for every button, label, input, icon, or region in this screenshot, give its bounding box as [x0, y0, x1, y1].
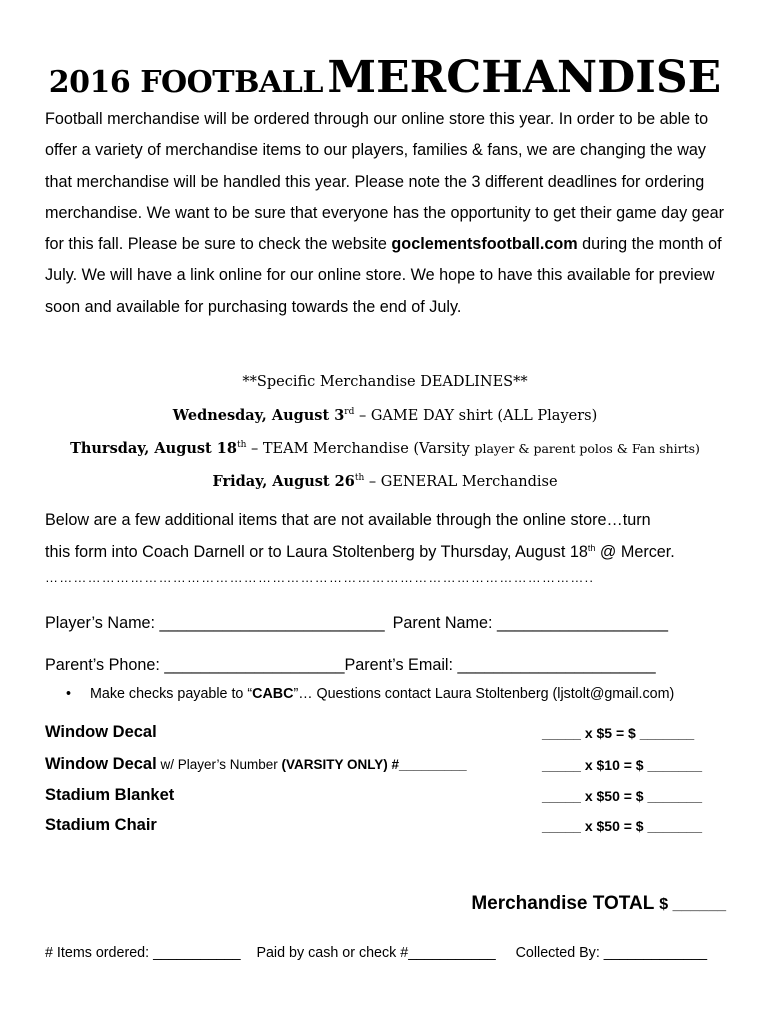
- item-quantity-price-field[interactable]: _____ x $50 = $ _______: [542, 788, 702, 804]
- parent-phone-field[interactable]: Parent’s Phone: ____________________: [45, 656, 345, 674]
- deadline-general: [0, 465, 770, 498]
- deadline-text: – GENERAL Merchandise: [364, 474, 558, 490]
- item-stadium-blanket: [45, 786, 735, 810]
- below-line-2: [45, 537, 727, 569]
- deadline-date: Wednesday, August 3: [172, 407, 345, 424]
- deadline-text-small: player & parent polos & Fan shirts): [474, 441, 700, 456]
- additional-items-paragraph: [45, 505, 727, 568]
- intro-text-2: during the month of July. We will have a link online for our online store. We hope to have this available for preview soon and available for purchasing towards the end of July.: [45, 235, 722, 316]
- page-title: [0, 52, 770, 103]
- items-ordered-field[interactable]: # Items ordered: ___________: [45, 945, 241, 961]
- parent-email-field[interactable]: Parent’s Email: ______________________: [344, 656, 656, 674]
- bullet-dot-icon: •: [66, 686, 72, 702]
- deadline-date: Friday, August 26: [212, 473, 355, 490]
- merchandise-total: [471, 893, 726, 915]
- intro-paragraph: [45, 104, 735, 323]
- parent-name-field[interactable]: Parent Name: ___________________: [392, 614, 669, 632]
- name-fields-row: [45, 614, 735, 633]
- item-name: [45, 786, 174, 805]
- total-label: Merchandise TOTAL: [471, 893, 654, 914]
- deadline-date-suffix: rd: [344, 407, 355, 417]
- item-label: Window Decal: [45, 755, 157, 773]
- dotted-divider: ……………………………………………………………………………………………………..: [45, 570, 595, 585]
- checks-payable-note: [66, 686, 674, 702]
- item-label: Window Decal: [45, 723, 157, 741]
- deadline-date-suffix: th: [354, 473, 365, 483]
- item-label: Stadium Chair: [45, 816, 157, 834]
- item-quantity-price-field[interactable]: _____ x $50 = $ _______: [542, 818, 702, 834]
- deadline-date-suffix: th: [236, 440, 247, 450]
- item-label: Stadium Blanket: [45, 786, 175, 804]
- title-year-football: 2016 FOOTBALL: [48, 65, 323, 100]
- deadlines-section: [0, 366, 770, 498]
- deadlines-heading: **Specific Merchandise DEADLINES**: [242, 374, 528, 390]
- deadline-team: [0, 432, 770, 465]
- paid-by-field[interactable]: Paid by cash or check #___________: [256, 945, 496, 961]
- title-merchandise: MERCHANDISE: [327, 52, 722, 103]
- payee-name: CABC: [252, 686, 294, 702]
- deadline-game-day: [0, 399, 770, 432]
- deadline-text: – GAME DAY shirt (ALL Players): [354, 408, 598, 424]
- deadline-date: Thursday, August 18: [70, 440, 237, 457]
- item-quantity-price-field[interactable]: _____ x $5 = $ _______: [542, 725, 695, 741]
- item-stadium-chair: [45, 816, 735, 840]
- note-text-pre: Make checks payable to “: [90, 686, 253, 702]
- item-sub-label: w/ Player’s Number: [156, 757, 282, 772]
- item-window-decal-number: [45, 755, 735, 779]
- item-name: [45, 816, 157, 835]
- total-amount-field[interactable]: $ ______: [659, 896, 726, 913]
- collected-by-field[interactable]: Collected By: _____________: [515, 945, 708, 961]
- office-use-row: [45, 945, 727, 961]
- item-quantity-price-field[interactable]: _____ x $10 = $ _______: [542, 757, 702, 773]
- varsity-number-field[interactable]: (VARSITY ONLY) #_________: [281, 757, 467, 772]
- intro-text-1: Football merchandise will be ordered through our online store this year. In order to be able to offer a variety of merchandise items to our players, families & fans, we are changing the way that merchandise will be handled this year. Please note the 3 different deadlines for ordering merchandise. We want to be sure that everyone has the opportunity to get their game day gear for this fall. Please be sure to check the website: [45, 110, 725, 254]
- below-line-2-end: @ Mercer.: [595, 542, 675, 561]
- player-name-field[interactable]: Player’s Name: _________________________: [45, 614, 385, 632]
- item-window-decal: [45, 723, 735, 747]
- item-name: [45, 755, 467, 774]
- item-name: [45, 723, 157, 742]
- below-line-2-suffix: th: [587, 542, 596, 553]
- website-name: goclementsfootball.com: [391, 235, 578, 254]
- contact-fields-row: [45, 656, 735, 675]
- note-text-post: ”… Questions contact Laura Stoltenberg (ljstolt@gmail.com): [293, 686, 675, 702]
- deadline-text: – TEAM Merchandise (Varsity: [246, 441, 475, 457]
- below-line-1: Below are a few additional items that are not available through the online store…turn: [45, 511, 651, 529]
- below-line-2-text: this form into Coach Darnell or to Laura Stoltenberg by Thursday, August 18: [45, 542, 588, 561]
